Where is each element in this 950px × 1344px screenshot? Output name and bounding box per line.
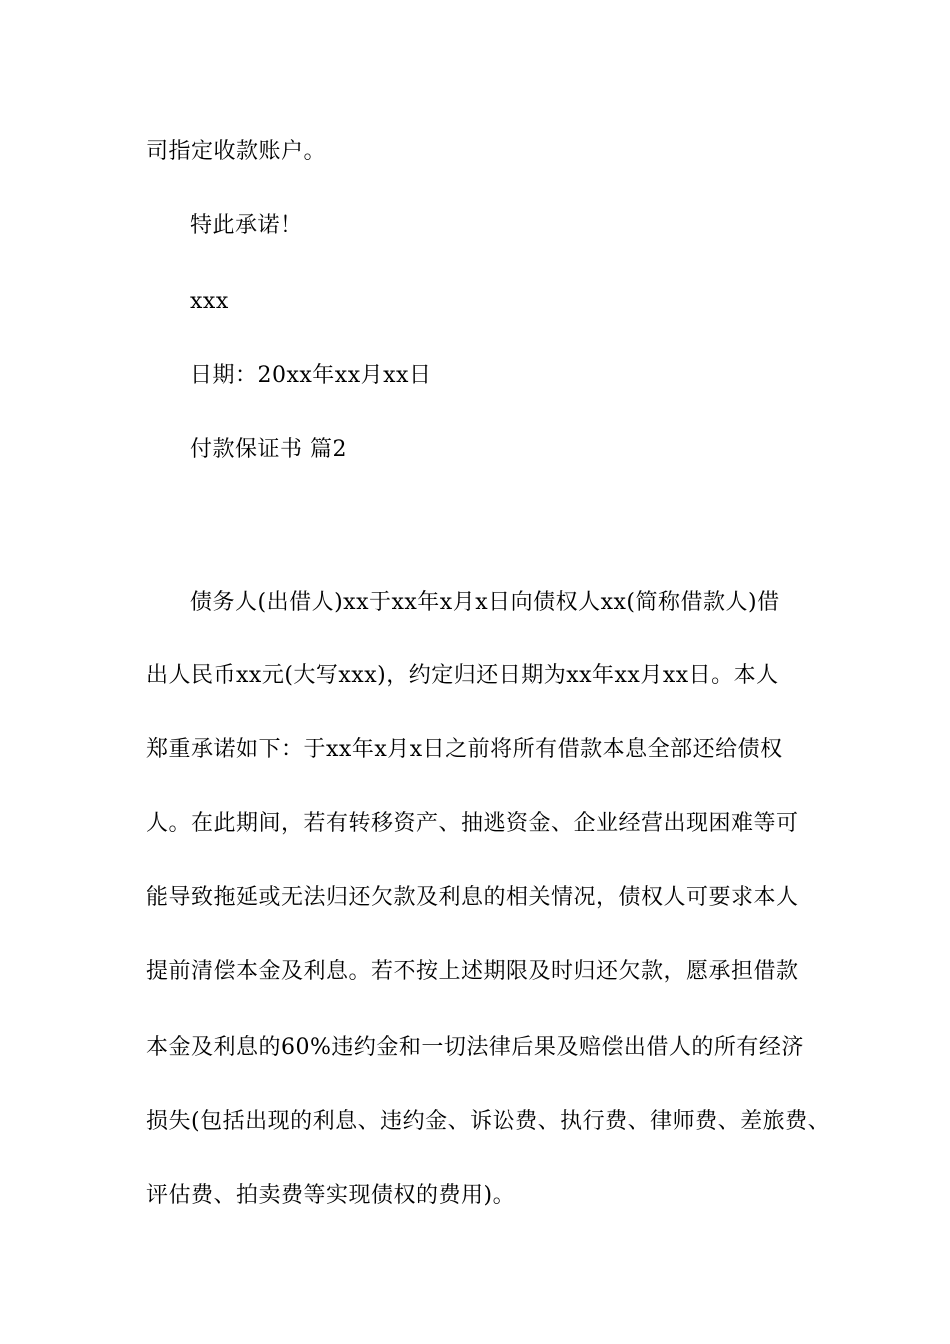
body-line: 能导致拖延或无法归还欠款及利息的相关情况，债权人可要求本人 <box>146 885 799 910</box>
body-line: 损失(包括出现的利息、违约金、诉讼费、执行费、律师费、差旅费、 <box>146 1109 831 1134</box>
body-line: 本金及利息的60%违约金和一切法律后果及赔偿出借人的所有经济 <box>146 1035 804 1060</box>
closing-statement: 特此承诺！ <box>190 213 303 238</box>
body-line: 出人民币xx元(大写xxx)，约定归还日期为xx年xx月xx日。本人 <box>146 663 779 688</box>
body-line: 郑重承诺如下：于xx年x月x日之前将所有借款本息全部还给债权 <box>146 737 783 762</box>
body-line: 人。在此期间，若有转移资产、抽逃资金、企业经营出现困难等可 <box>146 811 799 836</box>
body-line: 债务人(出借人)xx于xx年x月x日向债权人xx(简称借款人)借 <box>190 590 780 615</box>
body-line: 提前清偿本金及利息。若不按上述期限及时归还欠款，愿承担借款 <box>146 959 799 984</box>
section-title: 付款保证书 篇2 <box>190 437 347 462</box>
date-line: 日期：20xx年xx月xx日 <box>190 363 432 388</box>
signer-name: xxx <box>190 289 229 314</box>
paragraph-tail: 司指定收款账户。 <box>146 139 327 164</box>
body-line: 评估费、拍卖费等实现债权的费用)。 <box>146 1183 516 1208</box>
